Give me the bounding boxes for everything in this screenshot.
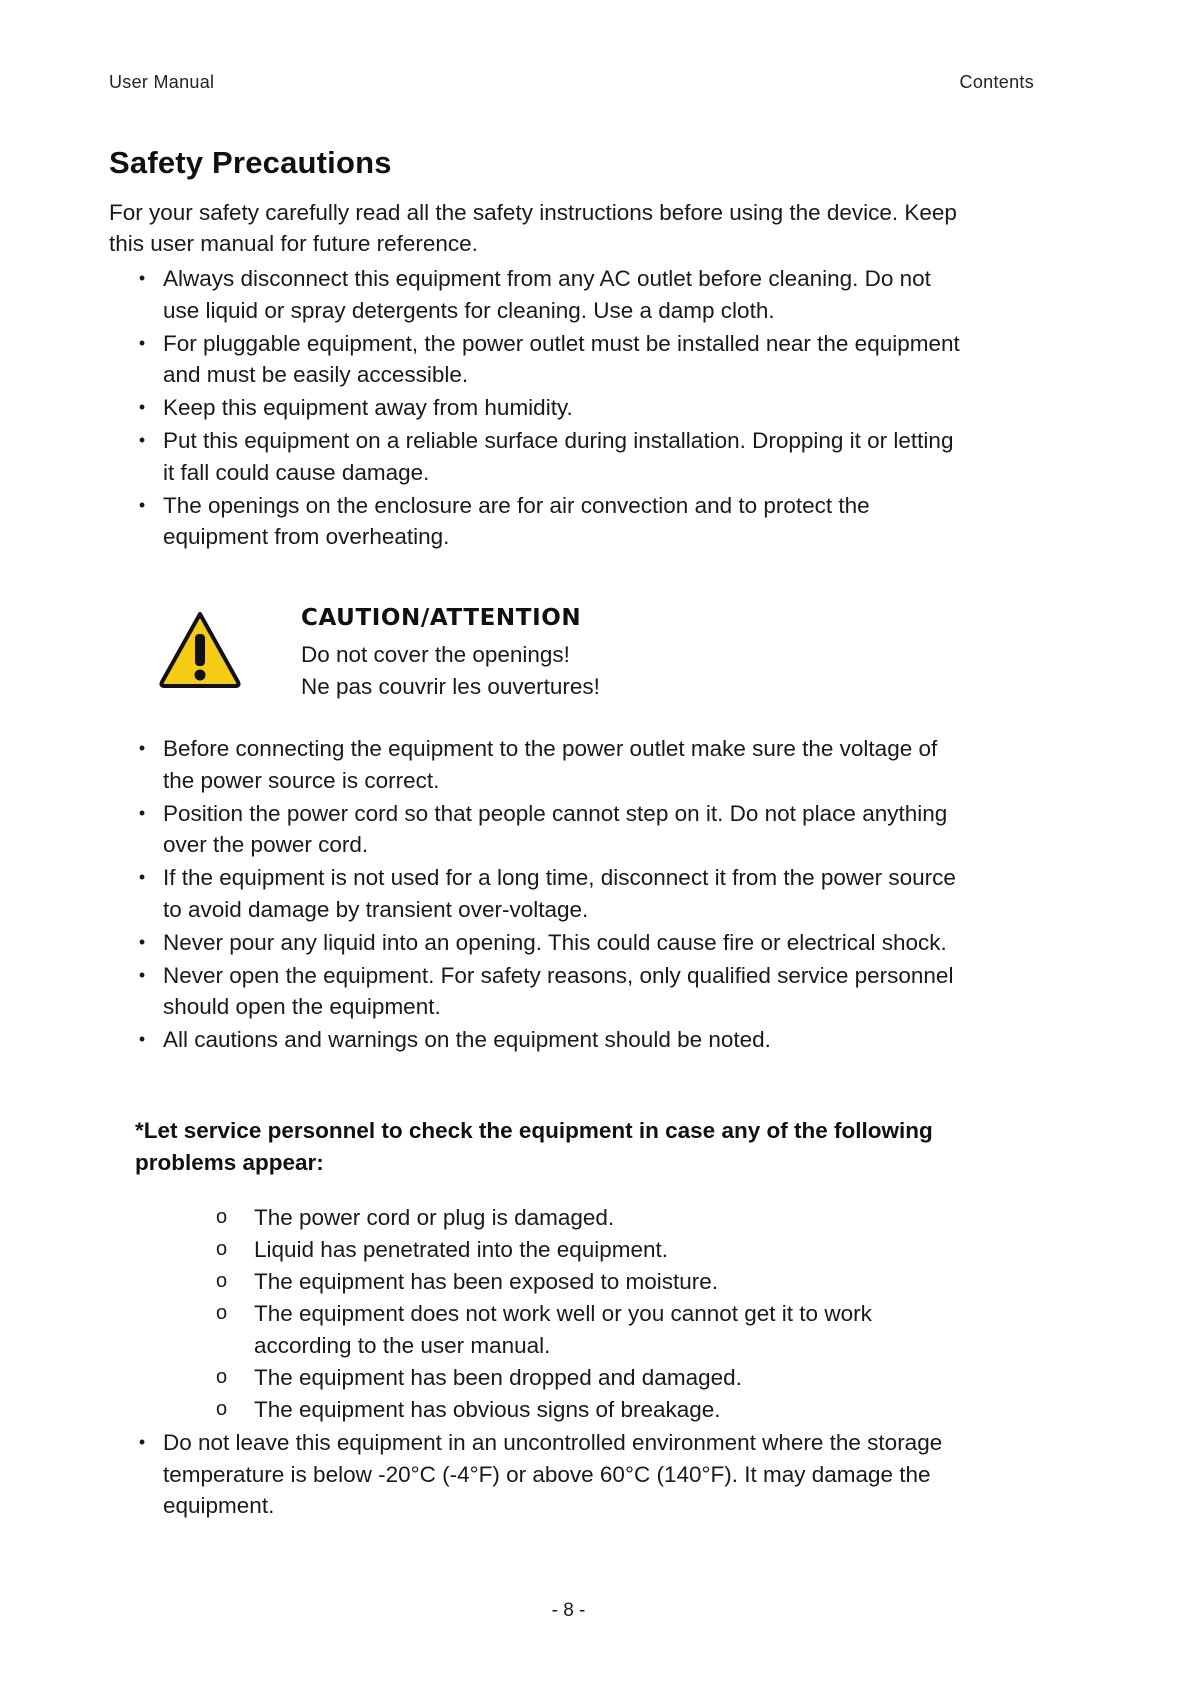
page-title: Safety Precautions <box>109 145 392 180</box>
list-item-text: The equipment does not work well or you cannot get it to work according to the user manual. <box>254 1301 872 1358</box>
list-item <box>109 862 969 925</box>
sub-list-item <box>216 1298 956 1361</box>
list-item <box>109 328 969 391</box>
safety-list-3 <box>109 1427 969 1523</box>
problem-list <box>216 1202 956 1426</box>
list-item-text: For pluggable equipment, the power outlet must be installed near the equipment and must be easily accessible. <box>163 330 960 387</box>
header-section-link[interactable]: Contents <box>959 72 1034 92</box>
list-item <box>109 960 969 1023</box>
list-item <box>109 733 969 796</box>
safety-list-1 <box>109 263 969 554</box>
list-item-text: The equipment has been dropped and damaged. <box>254 1364 742 1390</box>
list-item-text: The openings on the enclosure are for air convection and to protect the equipment from overheating. <box>163 492 870 549</box>
list-item <box>109 425 969 488</box>
caution-text-en: Do not cover the openings! <box>301 642 570 667</box>
bullet-icon: • <box>138 931 146 952</box>
circle-bullet-icon: o <box>216 1238 228 1260</box>
list-item-text: Always disconnect this equipment from any AC outlet before cleaning. Do not use liquid or spray detergents for cleaning. Use a damp cloth. <box>163 266 931 323</box>
list-item-text: Do not leave this equipment in an uncontrolled environment where the storage temperature is below -20°C (-4°F) or above 60°C (140°F). It may damage the equipment. <box>163 1430 943 1518</box>
list-item <box>109 392 969 424</box>
intro-paragraph: For your safety carefully read all the safety instructions before using the device. Keep this user manual for future reference. <box>109 200 957 256</box>
bullet-icon: • <box>138 430 146 450</box>
circle-bullet-icon: o <box>216 1397 228 1420</box>
bullet-icon: • <box>138 738 146 758</box>
service-note: *Let service personnel to check the equipment in case any of the following problems appear: <box>135 1118 933 1175</box>
list-item-text: If the equipment is not used for a long time, disconnect it from the power source to avoid damage by transient over-voltage. <box>163 865 956 922</box>
sub-list-item <box>216 1234 956 1266</box>
circle-bullet-icon: o <box>216 1270 228 1292</box>
page-number: - 8 - <box>551 1600 586 1621</box>
list-item <box>109 927 969 959</box>
bullet-icon: • <box>138 268 146 288</box>
warning-triangle-icon <box>158 610 242 688</box>
list-item <box>109 263 969 326</box>
sub-list-item <box>216 1202 956 1234</box>
list-item <box>109 1427 969 1522</box>
bullet-icon: • <box>138 964 146 985</box>
list-item <box>109 1024 969 1056</box>
list-item-text: Before connecting the equipment to the power outlet make sure the voltage of the power source is correct. <box>163 736 938 793</box>
sub-list-item <box>216 1394 956 1426</box>
circle-bullet-icon: o <box>216 1302 228 1324</box>
bullet-icon: • <box>138 332 146 353</box>
bullet-icon: • <box>138 494 146 515</box>
bullet-icon: • <box>138 867 146 887</box>
circle-bullet-icon: o <box>216 1365 228 1388</box>
sub-list-item <box>216 1266 956 1298</box>
list-item <box>109 490 969 553</box>
list-item-text: All cautions and warnings on the equipment should be noted. <box>163 1027 771 1052</box>
list-item <box>109 798 969 861</box>
list-item-text: The equipment has obvious signs of breakage. <box>254 1396 721 1422</box>
list-item-text: Position the power cord so that people cannot step on it. Do not place anything over the power cord. <box>163 800 948 857</box>
list-item-text: The equipment has been exposed to moisture. <box>254 1269 719 1294</box>
bullet-icon: • <box>138 802 146 823</box>
safety-list-2 <box>109 733 969 1057</box>
list-item-text: Never pour any liquid into an opening. This could cause fire or electrical shock. <box>163 929 947 955</box>
bullet-icon: • <box>138 1029 146 1049</box>
caution-text-fr: Ne pas couvrir les ouvertures! <box>301 674 600 699</box>
list-item-text: Put this equipment on a reliable surface during installation. Dropping it or letting it fall could cause damage. <box>163 428 954 485</box>
list-item-text: Liquid has penetrated into the equipment. <box>254 1237 669 1262</box>
circle-bullet-icon: o <box>216 1206 228 1228</box>
list-item-text: Never open the equipment. For safety reasons, only qualified service personnel should open the equipment. <box>163 962 954 1019</box>
bullet-icon: • <box>138 397 146 417</box>
sub-list-item <box>216 1362 956 1394</box>
list-item-text: The power cord or plug is damaged. <box>254 1205 615 1230</box>
bullet-icon: • <box>138 1432 146 1452</box>
header-doc-title: User Manual <box>109 72 215 92</box>
list-item-text: Keep this equipment away from humidity. <box>163 395 573 420</box>
caution-title: CAUTION/ATTENTION <box>301 605 582 631</box>
